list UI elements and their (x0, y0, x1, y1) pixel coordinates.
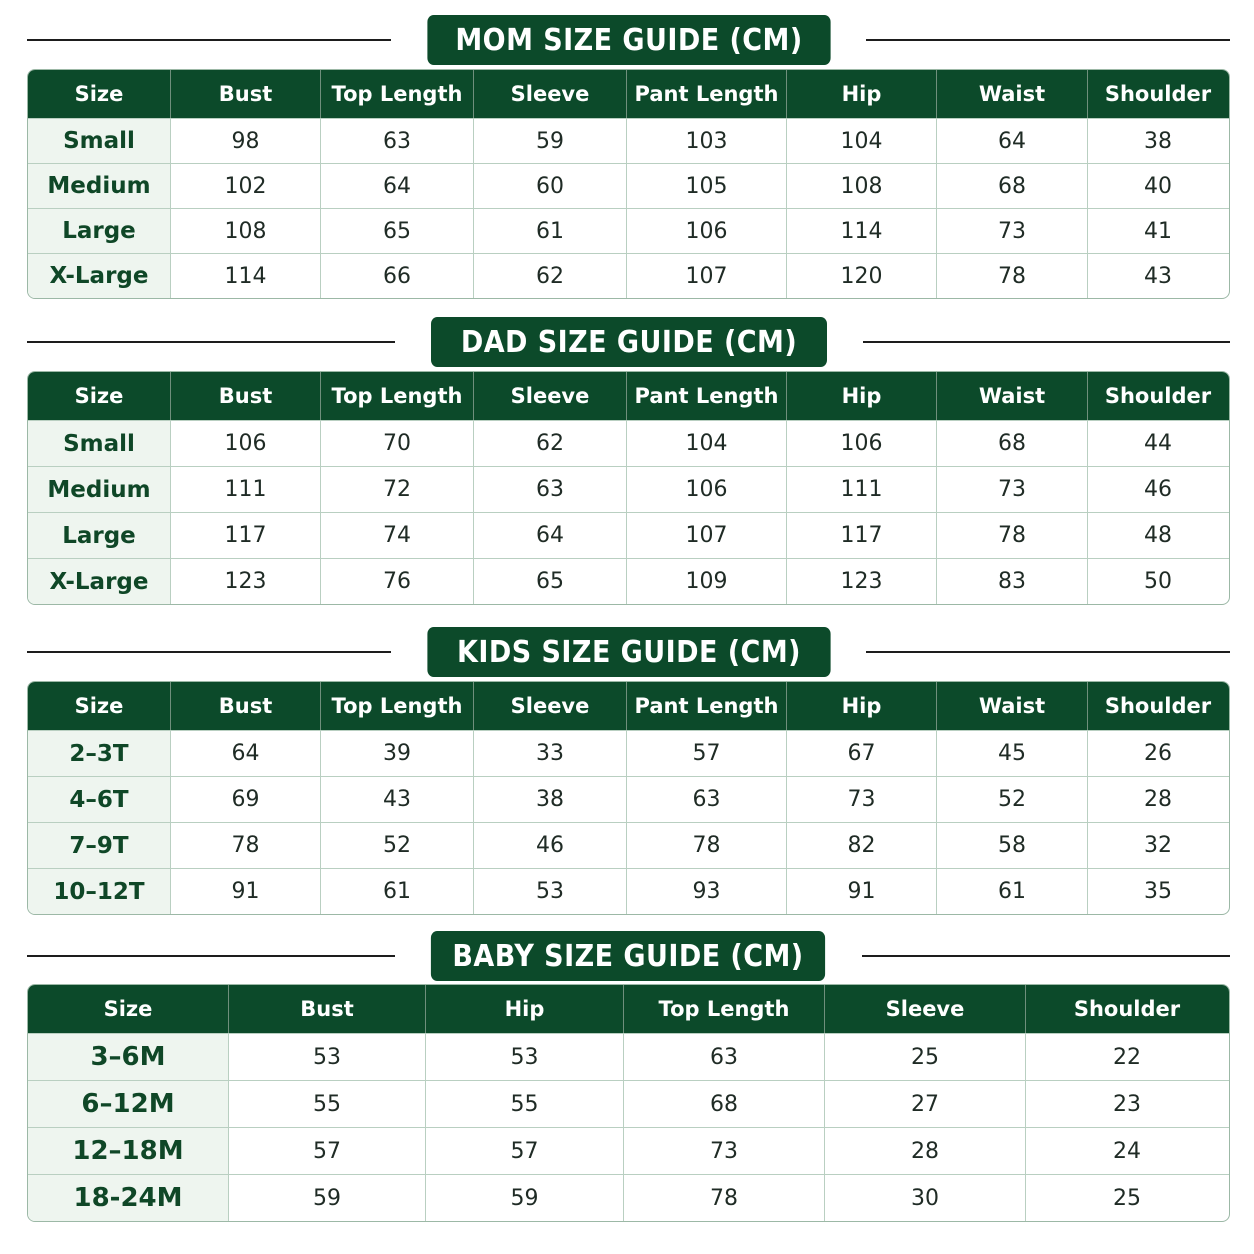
divider-line (27, 955, 395, 957)
measurement-cell: 117 (786, 513, 936, 558)
measurement-cell: 117 (170, 513, 320, 558)
size-label-cell: Large (28, 209, 170, 253)
measurement-cell: 104 (786, 119, 936, 163)
column-header: Shoulder (1087, 372, 1228, 420)
size-label-cell: Medium (28, 467, 170, 512)
baby-table-header (28, 985, 1229, 1033)
divider-line (27, 651, 391, 653)
size-label-cell: 18-24M (28, 1175, 228, 1221)
column-header: Size (74, 694, 124, 718)
column-header: Size (74, 82, 124, 106)
measurement-cell: 52 (320, 823, 473, 868)
column-header: Sleeve (473, 682, 626, 730)
column-header: Waist (936, 70, 1087, 118)
measurement-cell: 73 (786, 777, 936, 822)
size-label-cell: Medium (28, 164, 170, 208)
measurement-cell: 64 (170, 731, 320, 776)
table-row (28, 208, 1229, 253)
table-row (28, 1127, 1229, 1174)
table-row (28, 1080, 1229, 1127)
measurement-cell: 64 (936, 119, 1087, 163)
size-label-cell: 4–6T (28, 777, 170, 822)
table-row (28, 1033, 1229, 1080)
measurement-cell: 78 (626, 823, 786, 868)
measurement-cell: 93 (626, 869, 786, 914)
measurement-cell: 107 (626, 254, 786, 298)
size-label-cell: 3–6M (28, 1034, 228, 1080)
measurement-cell: 25 (1025, 1175, 1228, 1221)
measurement-cell: 123 (786, 559, 936, 604)
column-header: Bust (228, 985, 425, 1033)
dad-table-header (28, 372, 1229, 420)
column-header: Pant Length (626, 682, 786, 730)
size-label-cell: 2–3T (28, 731, 170, 776)
measurement-cell: 46 (1087, 467, 1228, 512)
measurement-cell: 55 (228, 1081, 425, 1127)
measurement-cell: 91 (786, 869, 936, 914)
measurement-cell: 78 (936, 513, 1087, 558)
measurement-cell: 66 (320, 254, 473, 298)
measurement-cell: 63 (626, 777, 786, 822)
column-header: Top Length (320, 70, 473, 118)
measurement-cell: 25 (824, 1034, 1025, 1080)
column-header: Sleeve (824, 985, 1025, 1033)
size-label-cell: 6–12M (28, 1081, 228, 1127)
measurement-cell: 62 (473, 421, 626, 466)
measurement-cell: 52 (936, 777, 1087, 822)
size-label-cell: Small (28, 119, 170, 163)
measurement-cell: 55 (425, 1081, 623, 1127)
column-header: Hip (786, 70, 936, 118)
column-header: Size (74, 384, 124, 408)
measurement-cell: 45 (936, 731, 1087, 776)
measurement-cell: 108 (786, 164, 936, 208)
measurement-cell: 62 (473, 254, 626, 298)
measurement-cell: 53 (473, 869, 626, 914)
measurement-cell: 120 (786, 254, 936, 298)
column-header: Hip (786, 682, 936, 730)
table-row (28, 512, 1229, 558)
divider-line (866, 39, 1230, 41)
measurement-cell: 59 (473, 119, 626, 163)
kids-table-header (28, 682, 1229, 730)
dad-size-table (27, 371, 1230, 605)
mom-size-table (27, 69, 1230, 299)
measurement-cell: 68 (936, 164, 1087, 208)
measurement-cell: 46 (473, 823, 626, 868)
size-label-cell: 10–12T (28, 869, 170, 914)
measurement-cell: 83 (936, 559, 1087, 604)
column-header: Pant Length (626, 372, 786, 420)
measurement-cell: 98 (170, 119, 320, 163)
measurement-cell: 58 (936, 823, 1087, 868)
measurement-cell: 28 (1087, 777, 1228, 822)
table-row (28, 1174, 1229, 1221)
baby-title-row (27, 931, 1230, 981)
column-header: Top Length (623, 985, 824, 1033)
measurement-cell: 111 (170, 467, 320, 512)
measurement-cell: 57 (425, 1128, 623, 1174)
measurement-cell: 57 (626, 731, 786, 776)
measurement-cell: 59 (425, 1175, 623, 1221)
measurement-cell: 104 (626, 421, 786, 466)
measurement-cell: 82 (786, 823, 936, 868)
measurement-cell: 69 (170, 777, 320, 822)
dad-section-title: DAD SIZE GUIDE (CM) (431, 317, 827, 367)
measurement-cell: 65 (320, 209, 473, 253)
table-row (28, 466, 1229, 512)
measurement-cell: 103 (626, 119, 786, 163)
column-header: Top Length (320, 682, 473, 730)
kids-title-row (27, 627, 1230, 677)
measurement-cell: 30 (824, 1175, 1025, 1221)
measurement-cell: 63 (623, 1034, 824, 1080)
mom-title-row (27, 15, 1230, 65)
measurement-cell: 68 (936, 421, 1087, 466)
column-header: Top Length (320, 372, 473, 420)
measurement-cell: 38 (473, 777, 626, 822)
column-header: Size (103, 997, 153, 1021)
measurement-cell: 24 (1025, 1128, 1228, 1174)
measurement-cell: 78 (170, 823, 320, 868)
measurement-cell: 32 (1087, 823, 1228, 868)
measurement-cell: 41 (1087, 209, 1228, 253)
size-label-cell: Small (28, 421, 170, 466)
table-row (28, 822, 1229, 868)
measurement-cell: 111 (786, 467, 936, 512)
column-header: Hip (425, 985, 623, 1033)
measurement-cell: 114 (170, 254, 320, 298)
measurement-cell: 23 (1025, 1081, 1228, 1127)
column-header: Bust (170, 682, 320, 730)
measurement-cell: 74 (320, 513, 473, 558)
measurement-cell: 44 (1087, 421, 1228, 466)
measurement-cell: 48 (1087, 513, 1228, 558)
divider-line (27, 39, 391, 41)
measurement-cell: 27 (824, 1081, 1025, 1127)
measurement-cell: 61 (473, 209, 626, 253)
measurement-cell: 61 (320, 869, 473, 914)
size-label-cell: X-Large (28, 559, 170, 604)
measurement-cell: 35 (1087, 869, 1228, 914)
measurement-cell: 106 (786, 421, 936, 466)
table-row (28, 118, 1229, 163)
measurement-cell: 78 (623, 1175, 824, 1221)
measurement-cell: 43 (320, 777, 473, 822)
measurement-cell: 28 (824, 1128, 1025, 1174)
measurement-cell: 39 (320, 731, 473, 776)
kids-section-title: KIDS SIZE GUIDE (CM) (427, 627, 830, 677)
size-label-cell: 7–9T (28, 823, 170, 868)
measurement-cell: 60 (473, 164, 626, 208)
column-header: Pant Length (626, 70, 786, 118)
measurement-cell: 78 (936, 254, 1087, 298)
divider-line (27, 341, 395, 343)
table-row (28, 420, 1229, 466)
measurement-cell: 91 (170, 869, 320, 914)
column-header: Bust (170, 70, 320, 118)
measurement-cell: 72 (320, 467, 473, 512)
measurement-cell: 43 (1087, 254, 1228, 298)
measurement-cell: 70 (320, 421, 473, 466)
column-header: Waist (936, 372, 1087, 420)
divider-line (866, 651, 1230, 653)
measurement-cell: 22 (1025, 1034, 1228, 1080)
measurement-cell: 40 (1087, 164, 1228, 208)
measurement-cell: 53 (425, 1034, 623, 1080)
dad-title-row (27, 317, 1230, 367)
measurement-cell: 105 (626, 164, 786, 208)
measurement-cell: 73 (623, 1128, 824, 1174)
column-header: Sleeve (473, 372, 626, 420)
measurement-cell: 106 (626, 209, 786, 253)
measurement-cell: 102 (170, 164, 320, 208)
measurement-cell: 63 (473, 467, 626, 512)
measurement-cell: 68 (623, 1081, 824, 1127)
size-label-cell: Large (28, 513, 170, 558)
table-row (28, 253, 1229, 298)
measurement-cell: 106 (170, 421, 320, 466)
size-label-cell: X-Large (28, 254, 170, 298)
column-header: Shoulder (1087, 70, 1228, 118)
measurement-cell: 65 (473, 559, 626, 604)
column-header: Shoulder (1087, 682, 1228, 730)
measurement-cell: 64 (320, 164, 473, 208)
column-header: Sleeve (473, 70, 626, 118)
measurement-cell: 67 (786, 731, 936, 776)
divider-line (862, 955, 1230, 957)
measurement-cell: 106 (626, 467, 786, 512)
column-header: Waist (936, 682, 1087, 730)
measurement-cell: 109 (626, 559, 786, 604)
kids-size-table (27, 681, 1230, 915)
measurement-cell: 33 (473, 731, 626, 776)
column-header: Bust (170, 372, 320, 420)
measurement-cell: 59 (228, 1175, 425, 1221)
column-header: Hip (786, 372, 936, 420)
table-row (28, 868, 1229, 914)
measurement-cell: 73 (936, 467, 1087, 512)
measurement-cell: 64 (473, 513, 626, 558)
table-row (28, 163, 1229, 208)
mom-section-title: MOM SIZE GUIDE (CM) (427, 15, 830, 65)
measurement-cell: 53 (228, 1034, 425, 1080)
measurement-cell: 63 (320, 119, 473, 163)
size-label-cell: 12–18M (28, 1128, 228, 1174)
table-row (28, 776, 1229, 822)
measurement-cell: 123 (170, 559, 320, 604)
divider-line (863, 341, 1230, 343)
measurement-cell: 76 (320, 559, 473, 604)
measurement-cell: 61 (936, 869, 1087, 914)
table-row (28, 558, 1229, 604)
table-row (28, 730, 1229, 776)
mom-table-header (28, 70, 1229, 118)
measurement-cell: 50 (1087, 559, 1228, 604)
baby-section-title: BABY SIZE GUIDE (CM) (431, 931, 825, 981)
measurement-cell: 38 (1087, 119, 1228, 163)
measurement-cell: 108 (170, 209, 320, 253)
measurement-cell: 57 (228, 1128, 425, 1174)
measurement-cell: 26 (1087, 731, 1228, 776)
baby-size-table (27, 984, 1230, 1222)
measurement-cell: 107 (626, 513, 786, 558)
measurement-cell: 114 (786, 209, 936, 253)
measurement-cell: 73 (936, 209, 1087, 253)
column-header: Shoulder (1025, 985, 1228, 1033)
